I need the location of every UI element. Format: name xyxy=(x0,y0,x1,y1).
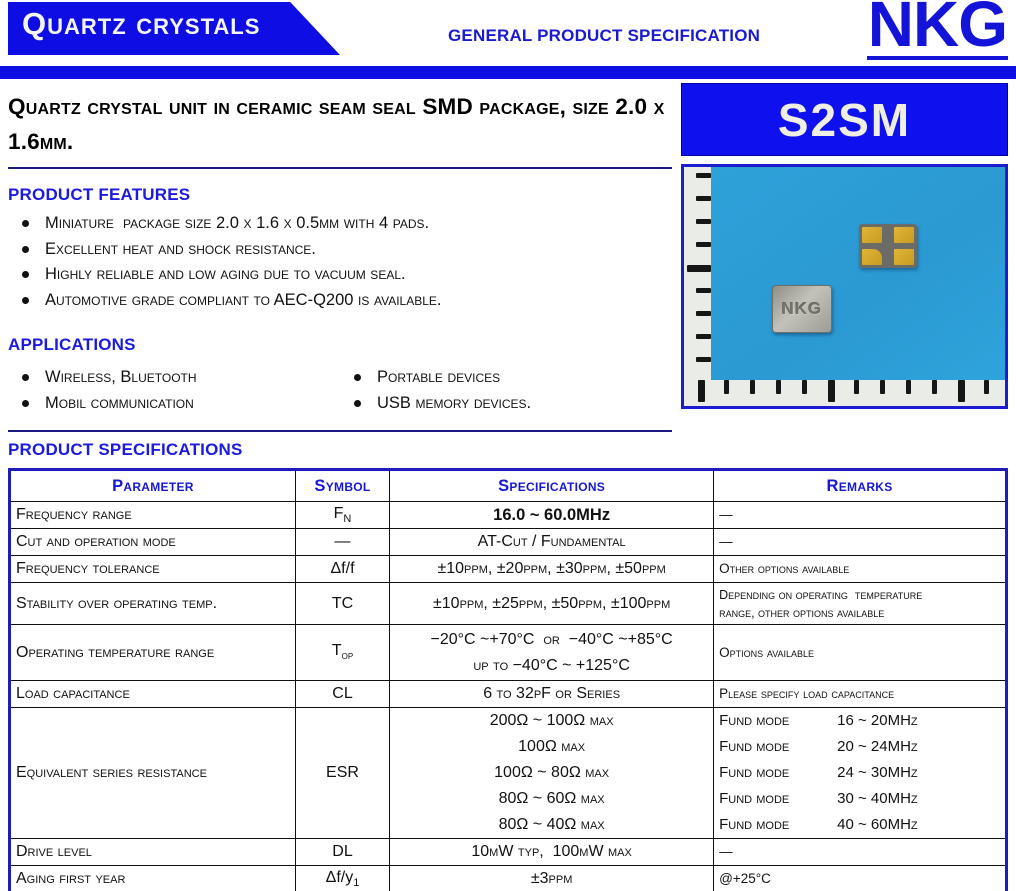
parameter-cell: Cut and operation mode xyxy=(10,529,296,556)
ruler-tick xyxy=(696,288,711,293)
symbol-cell: $\Delta f/y_1$ xyxy=(295,866,389,891)
spec-table-header-row xyxy=(10,470,1007,502)
remarks-cell xyxy=(714,502,1007,529)
bullet-icon xyxy=(22,271,29,278)
remark-line: Fund mode 16 ~ 20MHz xyxy=(719,712,918,729)
features-heading: PRODUCT FEATURES xyxy=(8,185,191,204)
spec-table-row xyxy=(10,839,1007,866)
banner-title: Quartz crystals xyxy=(22,6,261,41)
col-header-specifications: Specifications xyxy=(390,470,714,502)
ruler-tick xyxy=(696,219,711,224)
specification-line: 6 to 32pF or Series xyxy=(483,685,621,702)
symbol-cell: $T_{op}$ xyxy=(295,625,389,681)
specification-cell xyxy=(390,556,714,583)
remarks-cell xyxy=(714,866,1007,891)
remarks-cell xyxy=(714,681,1007,708)
symbol-cell: — xyxy=(295,529,389,556)
specification-line: 16.0 ~ 60.0MHz xyxy=(493,506,611,524)
feature-item xyxy=(8,211,672,237)
crystal-top-view xyxy=(772,285,832,333)
ruler-tick xyxy=(932,380,937,394)
solder-pad xyxy=(894,227,914,243)
title-underline xyxy=(8,167,672,169)
remark-line: Depending on operating temperature xyxy=(719,587,923,602)
specification-line: AT-Cut / Fundamental xyxy=(477,533,626,550)
application-item xyxy=(340,391,672,417)
specification-cell xyxy=(390,866,714,891)
spec-table-row xyxy=(10,708,1007,839)
ruler-tick xyxy=(880,380,885,394)
specification-cell xyxy=(390,583,714,625)
ruler-left xyxy=(684,167,711,406)
specification-cell xyxy=(390,502,714,529)
specification-cell xyxy=(390,529,714,556)
symbol-cell: $F_N$ xyxy=(295,502,389,529)
ruler-tick xyxy=(696,173,711,178)
bullet-icon xyxy=(22,297,29,304)
spec-table xyxy=(8,468,1008,891)
application-item-label: Mobil communication xyxy=(45,393,194,412)
specification-line: 100Ω ~ 80Ω max xyxy=(494,764,610,781)
specification-cell xyxy=(390,625,714,681)
symbol-cell: ESR xyxy=(295,708,389,839)
applications-col2 xyxy=(340,365,672,416)
specification-line: 80Ω ~ 40Ω max xyxy=(498,816,605,833)
col-header-parameter: Parameter xyxy=(10,470,296,502)
bullet-icon xyxy=(22,246,29,253)
product-photo xyxy=(681,164,1008,409)
bullet-icon xyxy=(354,400,361,407)
symbol-cell: Δf/f xyxy=(295,556,389,583)
application-item-label: USB memory devices. xyxy=(377,393,532,412)
bullet-icon xyxy=(22,400,29,407)
parameter-cell: Operating temperature range xyxy=(10,625,296,681)
remark-line: Other options available xyxy=(719,561,850,576)
specifications-heading: PRODUCT SPECIFICATIONS xyxy=(8,440,243,459)
remark-line: — xyxy=(719,534,733,549)
spec-table-row xyxy=(10,681,1007,708)
symbol-cell: CL xyxy=(295,681,389,708)
ruler-tick xyxy=(854,380,859,394)
ruler-tick xyxy=(750,380,755,394)
page-header xyxy=(0,0,1016,79)
application-item xyxy=(8,391,340,417)
specification-line: 80Ω ~ 60Ω max xyxy=(498,790,605,807)
feature-item-label: Miniature package size 2.0 x 1.6 x 0.5mm with 4 pads. xyxy=(45,214,430,232)
remark-line: Fund mode 24 ~ 30MHz xyxy=(719,764,918,781)
remark-line: Fund mode 20 ~ 24MHz xyxy=(719,738,918,755)
application-item-label: Wireless, Bluetooth xyxy=(45,368,197,386)
ruler-tick xyxy=(696,196,711,201)
application-item xyxy=(8,365,340,391)
specification-cell xyxy=(390,681,714,708)
symbol-cell: DL xyxy=(295,839,389,866)
spec-table-row xyxy=(10,625,1007,681)
bullet-icon xyxy=(354,374,361,381)
remark-line: Options available xyxy=(719,644,815,660)
feature-item xyxy=(8,288,672,314)
features-list xyxy=(8,211,672,313)
ruler-tick xyxy=(802,380,807,394)
model-box xyxy=(681,83,1008,156)
specification-line: −20°C ~+70°C or −40°C ~+85°C xyxy=(430,630,673,648)
left-column xyxy=(8,83,672,432)
specification-line: up to −40°C ~ +125°C xyxy=(473,656,630,674)
spec-table-row xyxy=(10,583,1007,625)
ruler-bottom xyxy=(684,380,1005,406)
remark-line: Fund mode 40 ~ 60MHz xyxy=(719,816,918,833)
spec-table-row xyxy=(10,556,1007,583)
specification-cell xyxy=(390,708,714,839)
parameter-cell: Drive level xyxy=(10,839,296,866)
company-logo: NKG xyxy=(867,0,1008,60)
ruler-tick xyxy=(958,380,965,402)
remark-line: @+25°C xyxy=(719,871,771,886)
feature-item xyxy=(8,262,672,288)
feature-item xyxy=(8,237,672,263)
bullet-icon xyxy=(22,220,29,227)
ruler-tick xyxy=(696,311,711,316)
ruler-tick xyxy=(696,334,711,339)
crystal-bottom-view xyxy=(859,224,917,268)
solder-pad xyxy=(862,227,882,243)
feature-item-label: Highly reliable and low aging due to vacuum seal. xyxy=(45,265,406,283)
specification-line: ±10ppm, ±25ppm, ±50ppm, ±100ppm xyxy=(433,594,671,612)
remarks-cell xyxy=(714,583,1007,625)
application-item xyxy=(340,365,672,391)
remark-line: range, other options available xyxy=(719,605,885,620)
remark-line: Please specify load capacitance xyxy=(719,686,895,701)
solder-pad xyxy=(894,249,914,265)
solder-pad xyxy=(862,249,882,265)
remark-line: — xyxy=(719,844,733,859)
specification-cell xyxy=(390,839,714,866)
specification-line: 200Ω ~ 100Ω max xyxy=(489,712,614,729)
header-divider-bar xyxy=(0,66,1016,79)
feature-item-label: Excellent heat and shock resistance. xyxy=(45,239,316,258)
applications-heading: APPLICATIONS xyxy=(8,335,136,354)
col-header-remarks: Remarks xyxy=(714,470,1007,502)
applications-underline xyxy=(8,430,672,432)
ruler-tick xyxy=(906,380,911,394)
ruler-tick xyxy=(776,380,781,394)
specification-line: ±3ppm xyxy=(530,870,573,887)
ruler-tick xyxy=(696,242,711,247)
applications-col1 xyxy=(8,365,340,416)
ruler-tick xyxy=(828,380,835,402)
application-item-label: Portable devices xyxy=(377,368,501,386)
remark-line: — xyxy=(719,507,733,522)
parameter-cell: Stability over operating temp. xyxy=(10,583,296,625)
ruler-tick xyxy=(724,380,729,394)
remarks-cell xyxy=(714,708,1007,839)
specification-line: ±10ppm, ±20ppm, ±30ppm, ±50ppm xyxy=(437,560,666,577)
specification-line: 100Ω max xyxy=(518,738,586,755)
spec-table-body xyxy=(10,502,1007,891)
parameter-cell: Aging first year xyxy=(10,866,296,891)
specification-line: 10μW typ, 100μW max xyxy=(471,843,632,860)
ruler-tick xyxy=(698,380,705,402)
feature-item-label: Automotive grade compliant to AEC-Q200 is available. xyxy=(45,290,442,309)
ruler-tick xyxy=(687,265,711,272)
right-column xyxy=(681,83,1008,409)
parameter-cell: Load capacitance xyxy=(10,681,296,708)
spec-table-row xyxy=(10,529,1007,556)
bullet-icon xyxy=(22,374,29,381)
applications-lists xyxy=(8,361,672,416)
remark-line: Fund mode 30 ~ 40MHz xyxy=(719,790,918,807)
remarks-cell xyxy=(714,556,1007,583)
ruler-tick xyxy=(984,380,989,394)
spec-table-row xyxy=(10,866,1007,891)
symbol-cell: TC xyxy=(295,583,389,625)
remarks-cell xyxy=(714,839,1007,866)
doc-title: GENERAL PRODUCT SPECIFICATION xyxy=(448,26,761,45)
parameter-cell: Frequency tolerance xyxy=(10,556,296,583)
specifications-section xyxy=(8,440,1008,891)
parameter-cell: Equivalent series resistance xyxy=(10,708,296,839)
parameter-cell: Frequency range xyxy=(10,502,296,529)
col-header-symbol: Symbol xyxy=(295,470,389,502)
remarks-cell xyxy=(714,529,1007,556)
product-title: Quartz crystal unit in ceramic seam seal SMD package, size 2.0 x 1.6mm. xyxy=(8,94,665,154)
remarks-cell xyxy=(714,625,1007,681)
spec-table-row xyxy=(10,502,1007,529)
chip-marking: NKG xyxy=(781,299,823,318)
model-name: S2SM xyxy=(777,93,912,146)
ruler-tick xyxy=(696,357,711,362)
